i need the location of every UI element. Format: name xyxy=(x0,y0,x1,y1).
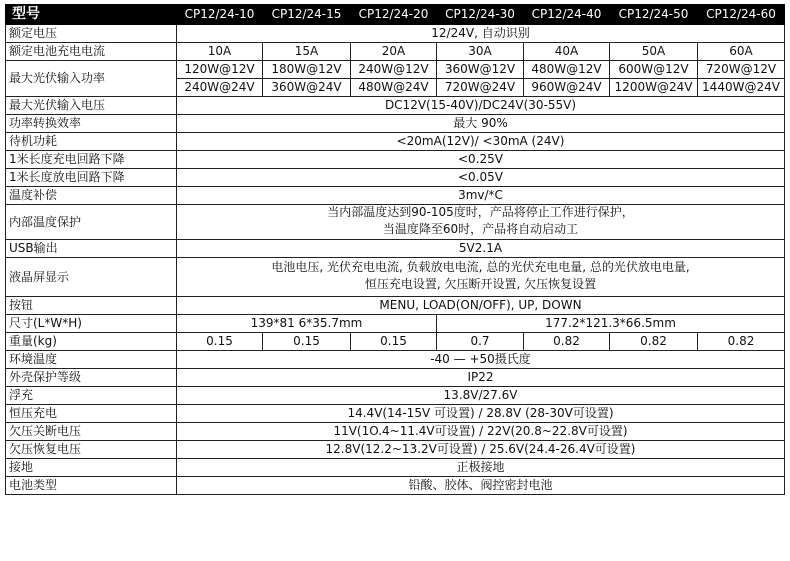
table-header xyxy=(6,5,785,25)
cell-value: 60A xyxy=(698,43,785,61)
row-value: 11V(1O.4~11.4V可设置) / 22V(20.8~22.8V可设置) xyxy=(177,423,785,441)
table-row xyxy=(6,387,785,405)
model-header: CP12/24-15 xyxy=(263,5,351,25)
table-row xyxy=(6,169,785,187)
cell-value: 960W@24V xyxy=(524,79,610,97)
row-value: 最大 90% xyxy=(177,115,785,133)
table-row xyxy=(6,297,785,315)
row-label: 欠压恢复电压 xyxy=(6,441,177,459)
table-row xyxy=(6,43,785,61)
row-value: 3mv/*C xyxy=(177,187,785,205)
row-label: 外壳保护等级 xyxy=(6,369,177,387)
cell-value: 120W@12V xyxy=(177,61,263,79)
row-value: <20mA(12V)/ <30mA (24V) xyxy=(177,133,785,151)
table-row xyxy=(6,97,785,115)
row-label: 恒压充电 xyxy=(6,405,177,423)
row-label: 内部温度保护 xyxy=(6,205,177,240)
row-value: IP22 xyxy=(177,369,785,387)
row-value: MENU, LOAD(ON/OFF), UP, DOWN xyxy=(177,297,785,315)
row-value: 13.8V/27.6V xyxy=(177,387,785,405)
cell-value: 360W@12V xyxy=(437,61,524,79)
table-row xyxy=(6,240,785,258)
value-line: 恒压充电设置, 欠压断开设置, 欠压恢复设置 xyxy=(364,277,597,291)
row-value: 12.8V(12.2~13.2V可设置) / 25.6V(24.4-26.4V可设置) xyxy=(177,441,785,459)
row-label: 尺寸(L*W*H) xyxy=(6,315,177,333)
row-label: 欠压关断电压 xyxy=(6,423,177,441)
cell-value: 0.82 xyxy=(698,333,785,351)
table-row xyxy=(6,205,785,240)
row-label: 最大光伏输入功率 xyxy=(6,61,177,97)
row-value: 铅酸、胶体、阀控密封电池 xyxy=(177,477,785,495)
table-row xyxy=(6,405,785,423)
header-row xyxy=(6,5,785,25)
row-value xyxy=(177,205,785,240)
row-label: 按钮 xyxy=(6,297,177,315)
cell-value: 240W@24V xyxy=(177,79,263,97)
table-row xyxy=(6,423,785,441)
row-value: 177.2*121.3*66.5mm xyxy=(437,315,785,333)
table-row xyxy=(6,459,785,477)
table-row xyxy=(6,115,785,133)
table-row xyxy=(6,333,785,351)
cell-value: 480W@12V xyxy=(524,61,610,79)
model-header: CP12/24-10 xyxy=(177,5,263,25)
row-label: 重量(kg) xyxy=(6,333,177,351)
row-value: 5V2.1A xyxy=(177,240,785,258)
row-value: <0.05V xyxy=(177,169,785,187)
model-header: CP12/24-30 xyxy=(437,5,524,25)
table-row xyxy=(6,25,785,43)
cell-value: 0.7 xyxy=(437,333,524,351)
row-value: -40 — +50摄氏度 xyxy=(177,351,785,369)
table-row xyxy=(6,61,785,79)
table-row xyxy=(6,151,785,169)
row-value: 正极接地 xyxy=(177,459,785,477)
table-row xyxy=(6,351,785,369)
cell-value: 480W@24V xyxy=(351,79,437,97)
row-label: 浮充 xyxy=(6,387,177,405)
row-label: 最大光伏输入电压 xyxy=(6,97,177,115)
cell-value: 15A xyxy=(263,43,351,61)
model-header: CP12/24-40 xyxy=(524,5,610,25)
row-label: 液晶屏显示 xyxy=(6,258,177,297)
spec-table xyxy=(5,4,785,495)
row-label: 额定电压 xyxy=(6,25,177,43)
cell-value: 720W@12V xyxy=(698,61,785,79)
model-header: CP12/24-60 xyxy=(698,5,785,25)
row-value: 139*81 6*35.7mm xyxy=(177,315,437,333)
row-label: 1米长度充电回路下降 xyxy=(6,151,177,169)
table-row xyxy=(6,477,785,495)
cell-value: 30A xyxy=(437,43,524,61)
table-row xyxy=(6,369,785,387)
cell-value: 1440W@24V xyxy=(698,79,785,97)
cell-value: 1200W@24V xyxy=(610,79,698,97)
table-body xyxy=(6,25,785,495)
row-value: 12/24V, 自动识别 xyxy=(177,25,785,43)
header-title: 型号 xyxy=(6,5,177,25)
cell-value: 0.15 xyxy=(263,333,351,351)
row-label: 接地 xyxy=(6,459,177,477)
row-label: 1米长度放电回路下降 xyxy=(6,169,177,187)
model-header: CP12/24-50 xyxy=(610,5,698,25)
cell-value: 10A xyxy=(177,43,263,61)
table-row xyxy=(6,187,785,205)
row-value: <0.25V xyxy=(177,151,785,169)
value-line: 当温度降至60时，产品将自动启动工 xyxy=(382,222,579,236)
table-row xyxy=(6,441,785,459)
cell-value: 50A xyxy=(610,43,698,61)
row-label: 电池类型 xyxy=(6,477,177,495)
model-header: CP12/24-20 xyxy=(351,5,437,25)
row-label: 额定电池充电电流 xyxy=(6,43,177,61)
row-label: 环境温度 xyxy=(6,351,177,369)
row-label: 待机功耗 xyxy=(6,133,177,151)
row-label: USB输出 xyxy=(6,240,177,258)
value-line: 当内部温度达到90-105度时，产品将停止工作进行保护， xyxy=(327,205,634,219)
cell-value: 240W@12V xyxy=(351,61,437,79)
cell-value: 360W@24V xyxy=(263,79,351,97)
table-row xyxy=(6,258,785,297)
cell-value: 180W@12V xyxy=(263,61,351,79)
row-label: 温度补偿 xyxy=(6,187,177,205)
table-row xyxy=(6,315,785,333)
cell-value: 40A xyxy=(524,43,610,61)
table-row xyxy=(6,133,785,151)
cell-value: 600W@12V xyxy=(610,61,698,79)
row-value xyxy=(177,258,785,297)
cell-value: 0.15 xyxy=(351,333,437,351)
cell-value: 20A xyxy=(351,43,437,61)
cell-value: 0.82 xyxy=(524,333,610,351)
cell-value: 0.15 xyxy=(177,333,263,351)
cell-value: 720W@24V xyxy=(437,79,524,97)
value-line: 电池电压, 光伏充电电流, 负载放电电流, 总的光伏充电电量, 总的光伏放电电量, xyxy=(271,260,690,274)
row-value: DC12V(15-40V)/DC24V(30-55V) xyxy=(177,97,785,115)
cell-value: 0.82 xyxy=(610,333,698,351)
row-value: 14.4V(14-15V 可设置) / 28.8V (28-30V可设置) xyxy=(177,405,785,423)
row-label: 功率转换效率 xyxy=(6,115,177,133)
